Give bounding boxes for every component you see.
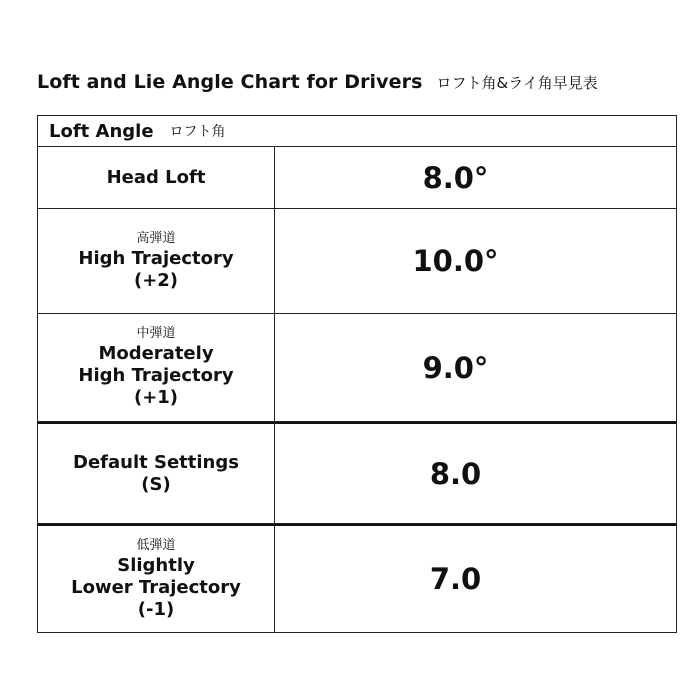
- row-label-line: Default Settings: [73, 451, 239, 473]
- row-value: 9.0°: [422, 350, 489, 385]
- row-label-line: Slightly: [117, 554, 195, 576]
- row-label-japanese: 高弾道: [136, 230, 176, 246]
- table-row-moderately-high-trajectory: [38, 314, 676, 422]
- row-value: 10.0°: [412, 244, 499, 278]
- row-label-line: (+2): [133, 269, 179, 291]
- row-value: 8.0: [429, 456, 482, 491]
- section-header: [38, 116, 676, 147]
- row-label: [38, 314, 275, 421]
- row-label: [38, 424, 275, 523]
- table-row-head-loft: [38, 147, 676, 209]
- row-label-line: (-1): [137, 598, 175, 620]
- row-label-line: High Trajectory: [78, 247, 234, 269]
- loft-angle-table: [37, 115, 677, 633]
- table-row-default-settings: [38, 422, 676, 524]
- section-title-japanese: ロフト角: [169, 124, 226, 140]
- row-label-line: (S): [141, 473, 171, 495]
- row-label: [38, 147, 275, 208]
- table-row-slightly-lower-trajectory: [38, 524, 676, 632]
- row-label: [38, 526, 275, 632]
- row-label-line: Moderately: [98, 343, 214, 364]
- title-english: Loft and Lie Angle Chart for Drivers: [37, 71, 423, 93]
- row-label: [38, 209, 275, 313]
- section-title-english: Loft Angle: [49, 120, 154, 142]
- row-value: 7.0: [429, 562, 482, 596]
- table-row-high-trajectory: [38, 209, 676, 314]
- row-label-line: (+1): [133, 387, 179, 408]
- row-label-line: Head Loft: [106, 166, 206, 188]
- title-japanese: ロフト角&ライ角早見表: [436, 74, 598, 92]
- row-label-line: Lower Trajectory: [71, 576, 241, 598]
- row-value: 8.0°: [422, 160, 489, 195]
- row-label-line: High Trajectory: [78, 365, 234, 386]
- row-label-japanese: 中弾道: [136, 326, 176, 341]
- row-label-japanese: 低弾道: [136, 537, 176, 553]
- page-title: [37, 71, 598, 93]
